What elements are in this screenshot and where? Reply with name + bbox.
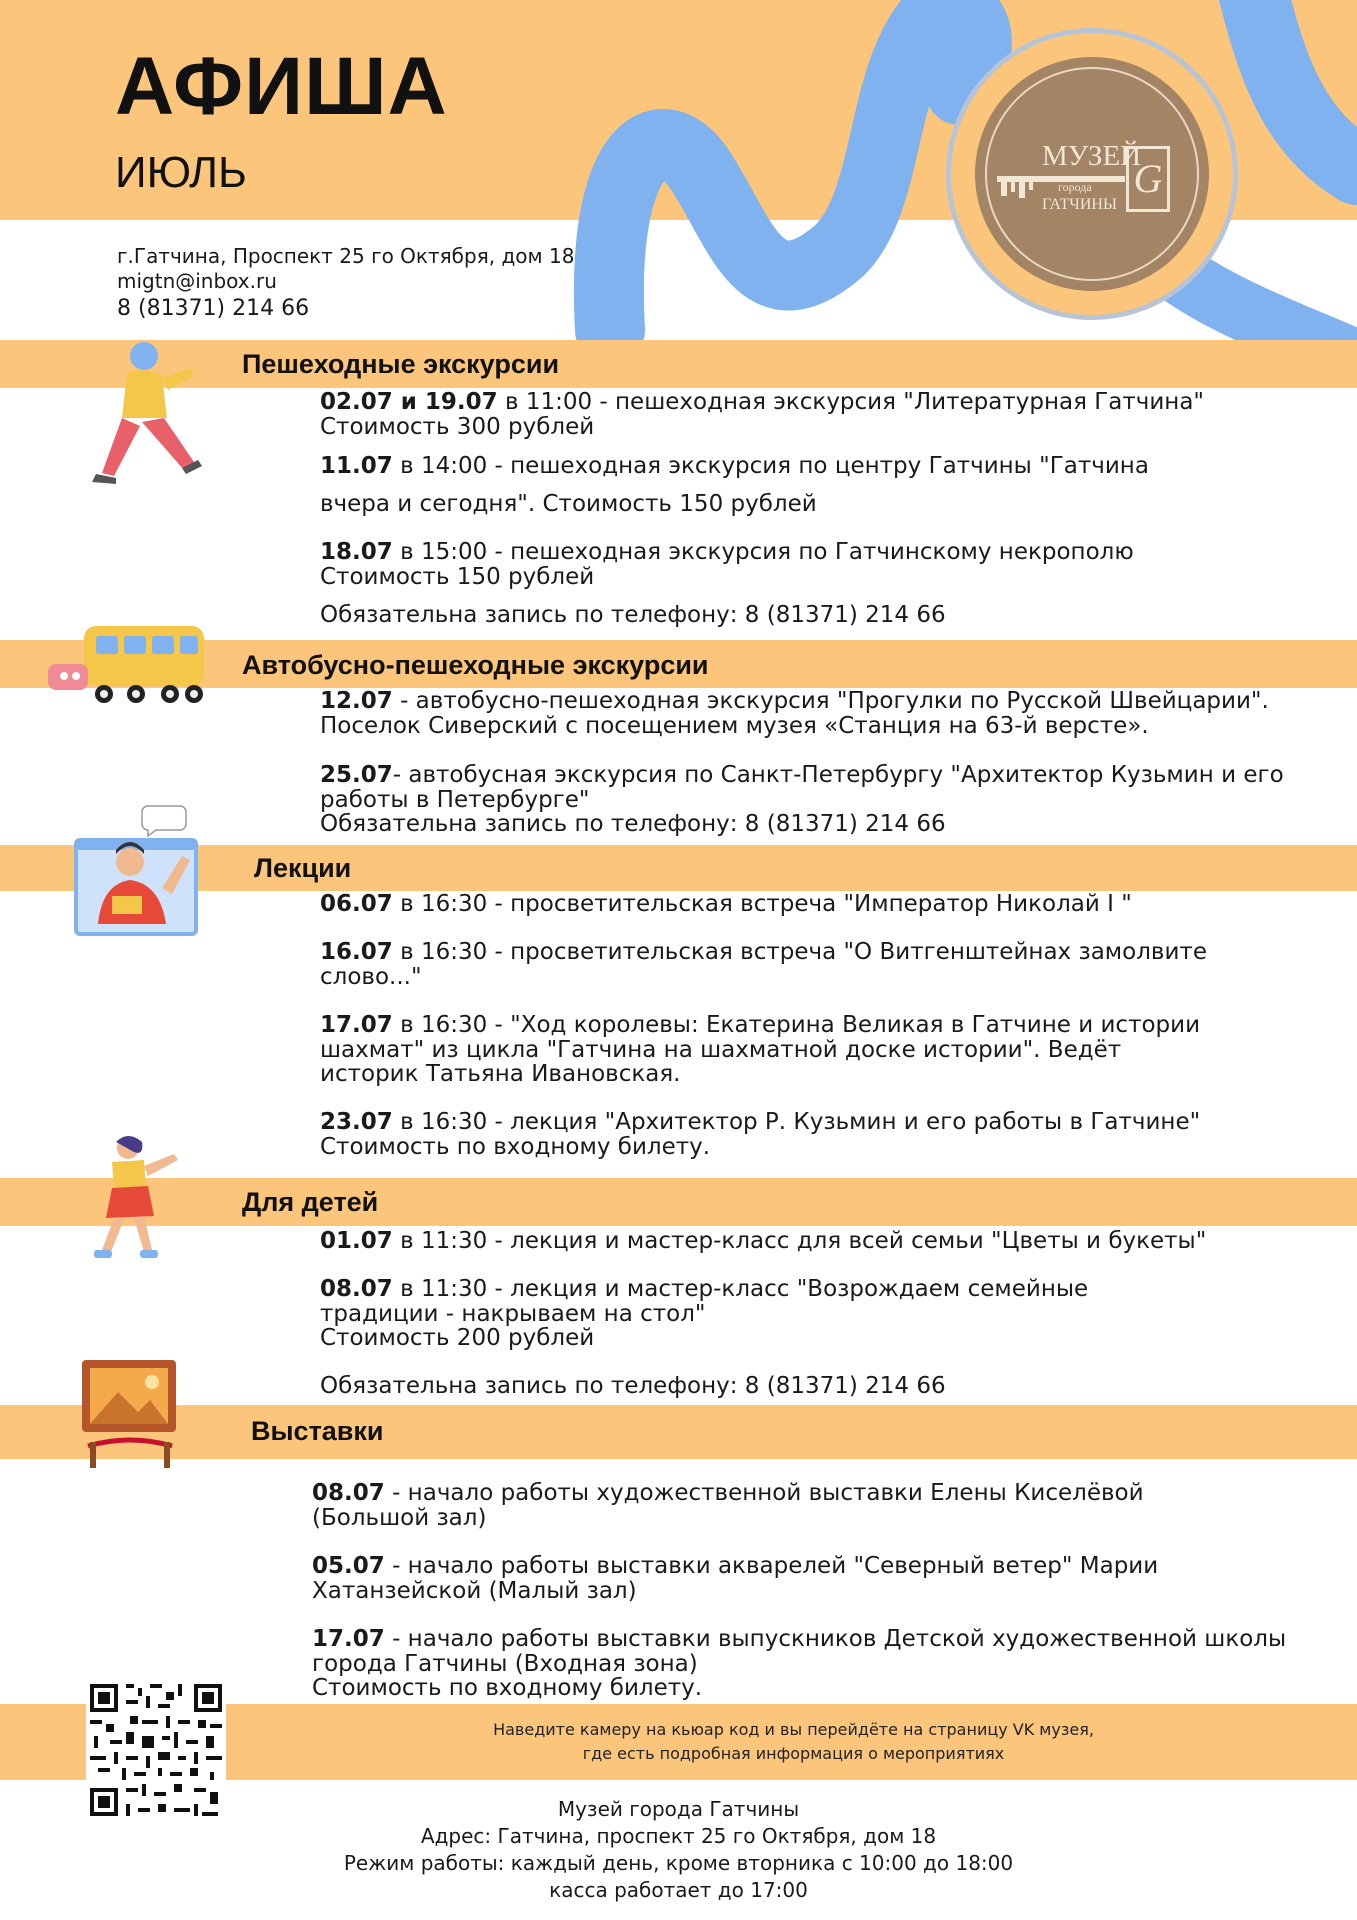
event-walk-note [320, 603, 946, 628]
event-exhibition-1 [312, 1481, 1144, 1530]
event-text: Обязательна запись по телефону: 8 (81371) 214 66 [320, 811, 946, 838]
page-subtitle-month: ИЮЛЬ [115, 148, 247, 197]
logo-monogram: G [1126, 146, 1170, 212]
girl-icon [74, 1132, 184, 1272]
event-lecture-3 [320, 1013, 1200, 1087]
painting-icon [80, 1358, 180, 1470]
qr-caption-line: Наведите камеру на кьюар код и вы перейдёте на страницу VK музея, [493, 1720, 1094, 1739]
event-text: в 16:30 - лекция "Архитектор Р. Кузьмин и его работы в Гатчине" [392, 1109, 1201, 1135]
event-date: 12.07 [320, 688, 393, 714]
event-date: 17.07 [320, 1012, 393, 1038]
qr-caption [230, 1718, 1357, 1766]
logo-text-museum: МУЗЕЙ [1042, 140, 1142, 172]
event-text: города Гатчины (Входная зона) [312, 1650, 698, 1677]
event-date: 05.07 [312, 1553, 385, 1579]
event-text: историк Татьяна Ивановская. [320, 1061, 681, 1088]
event-text: в 16:30 - просветительская встреча "О Витгенштейнах замолвите [392, 939, 1207, 965]
event-text: работы в Петербурге" [320, 786, 590, 813]
event-date: 18.07 [320, 539, 393, 565]
event-text: Стоимость 300 рублей [320, 413, 595, 440]
event-text: в 16:30 - "Ход королевы: Екатерина Великая в Гатчине и истории [392, 1012, 1201, 1038]
event-text: в 14:00 - пешеходная экскурсия по центру Гатчины "Гатчина [392, 453, 1149, 479]
bus-icon [44, 620, 214, 710]
event-lecture-1 [320, 892, 1132, 917]
event-text: - автобусно-пешеходная экскурсия "Прогулки по Русской Швейцарии". [392, 688, 1269, 714]
section-title-walking: Пешеходные экскурсии [242, 349, 560, 379]
event-walk-3 [320, 540, 1134, 589]
event-text: в 11:30 - лекция и мастер-класс "Возрождаем семейные [392, 1276, 1089, 1302]
contact-email: migtn@inbox.ru [117, 269, 277, 293]
section-title-exhibitions: Выставки [251, 1416, 384, 1446]
event-date: 25.07 [320, 762, 393, 788]
event-lecture-2 [320, 940, 1207, 989]
walking-woman-icon [72, 338, 212, 488]
event-date: 08.07 [320, 1276, 393, 1302]
event-bus-2 [320, 763, 1284, 837]
event-kids-note [320, 1374, 946, 1399]
event-text: Стоимость 150 рублей [320, 563, 595, 590]
event-text: слово..." [320, 963, 422, 990]
event-text: в 11:30 - лекция и мастер-класс для всей семьи "Цветы и букеты" [392, 1228, 1207, 1254]
footer-cashier: касса работает до 17:00 [549, 1878, 808, 1902]
event-date: 17.07 [312, 1626, 385, 1652]
section-band-kids [0, 1178, 1357, 1226]
event-text: вчера и сегодня". Стоимость 150 рублей [320, 490, 817, 517]
section-title-bus: Автобусно-пешеходные экскурсии [242, 650, 709, 680]
lecturer-icon [72, 800, 212, 940]
event-text: в 11:00 - пешеходная экскурсия "Литературная Гатчина" [497, 389, 1204, 415]
event-date: 23.07 [320, 1109, 393, 1135]
event-text: Стоимость по входному билету. [320, 1133, 711, 1160]
event-text: Стоимость по входному билету. [312, 1675, 703, 1702]
event-text: Поселок Сиверский с посещением музея «Станция на 63-й версте». [320, 712, 1149, 739]
event-text: - начало работы художественной выставки Елены Киселёвой [384, 1480, 1144, 1506]
footer-museum-name: Музей города Гатчины [557, 1797, 800, 1821]
page-title: АФИША [115, 41, 448, 132]
section-title-lectures: Лекции [254, 853, 352, 883]
footer-address: Адрес: Гатчина, проспект 25 го Октября, дом 18 [420, 1824, 937, 1848]
event-lecture-4 [320, 1110, 1200, 1159]
event-date: 11.07 [320, 453, 393, 479]
contact-address: г.Гатчина, Проспект 25 го Октября, дом 18 [117, 244, 575, 268]
event-kids-2 [320, 1277, 1088, 1351]
event-text: Обязательна запись по телефону: 8 (81371) 214 66 [320, 602, 946, 628]
event-kids-1 [320, 1229, 1206, 1254]
section-band-exhibitions [0, 1405, 1357, 1459]
event-text: Обязательна запись по телефону: 8 (81371) 214 66 [320, 1373, 946, 1399]
event-date: 08.07 [312, 1480, 385, 1506]
event-text: в 16:30 - просветительская встреча "Император Николай I " [392, 891, 1132, 917]
event-text: в 15:00 - пешеходная экскурсия по Гатчинскому некрополю [392, 539, 1134, 565]
event-text: - начало работы выставки выпускников Детской художественной школы [384, 1626, 1287, 1652]
footer-hours: Режим работы: каждый день, кроме вторника с 10:00 до 18:00 [343, 1851, 1014, 1875]
event-text: традиции - накрываем на стол" [320, 1300, 706, 1327]
event-text: Хатанзейской (Малый зал) [312, 1577, 637, 1604]
section-title-kids: Для детей [242, 1187, 379, 1217]
event-date: 16.07 [320, 939, 393, 965]
contact-phone: 8 (81371) 214 66 [117, 296, 310, 321]
event-exhibition-2 [312, 1554, 1158, 1603]
event-date: 02.07 и 19.07 [320, 389, 498, 415]
event-date: 06.07 [320, 891, 393, 917]
event-text: Стоимость 200 рублей [320, 1325, 595, 1352]
event-exhibition-3 [312, 1627, 1286, 1701]
event-bus-1 [320, 689, 1269, 738]
event-text: - начало работы выставки акварелей "Северный ветер" Марии [384, 1553, 1159, 1579]
event-date: 01.07 [320, 1228, 393, 1254]
logo-text-city: ГАТЧИНЫ [1042, 196, 1117, 213]
logo-text-city-small: города [1058, 180, 1092, 194]
event-text: - автобусная экскурсия по Санкт-Петербургу "Архитектор Кузьмин и его [392, 762, 1284, 788]
event-walk-1 [320, 390, 1204, 439]
event-text: шахмат" из цикла "Гатчина на шахматной доске истории". Ведёт [320, 1036, 1122, 1063]
event-text: (Большой зал) [312, 1504, 487, 1531]
event-walk-2 [320, 448, 1149, 524]
qr-caption-line: где есть подробная информация о мероприятиях [582, 1744, 1005, 1763]
